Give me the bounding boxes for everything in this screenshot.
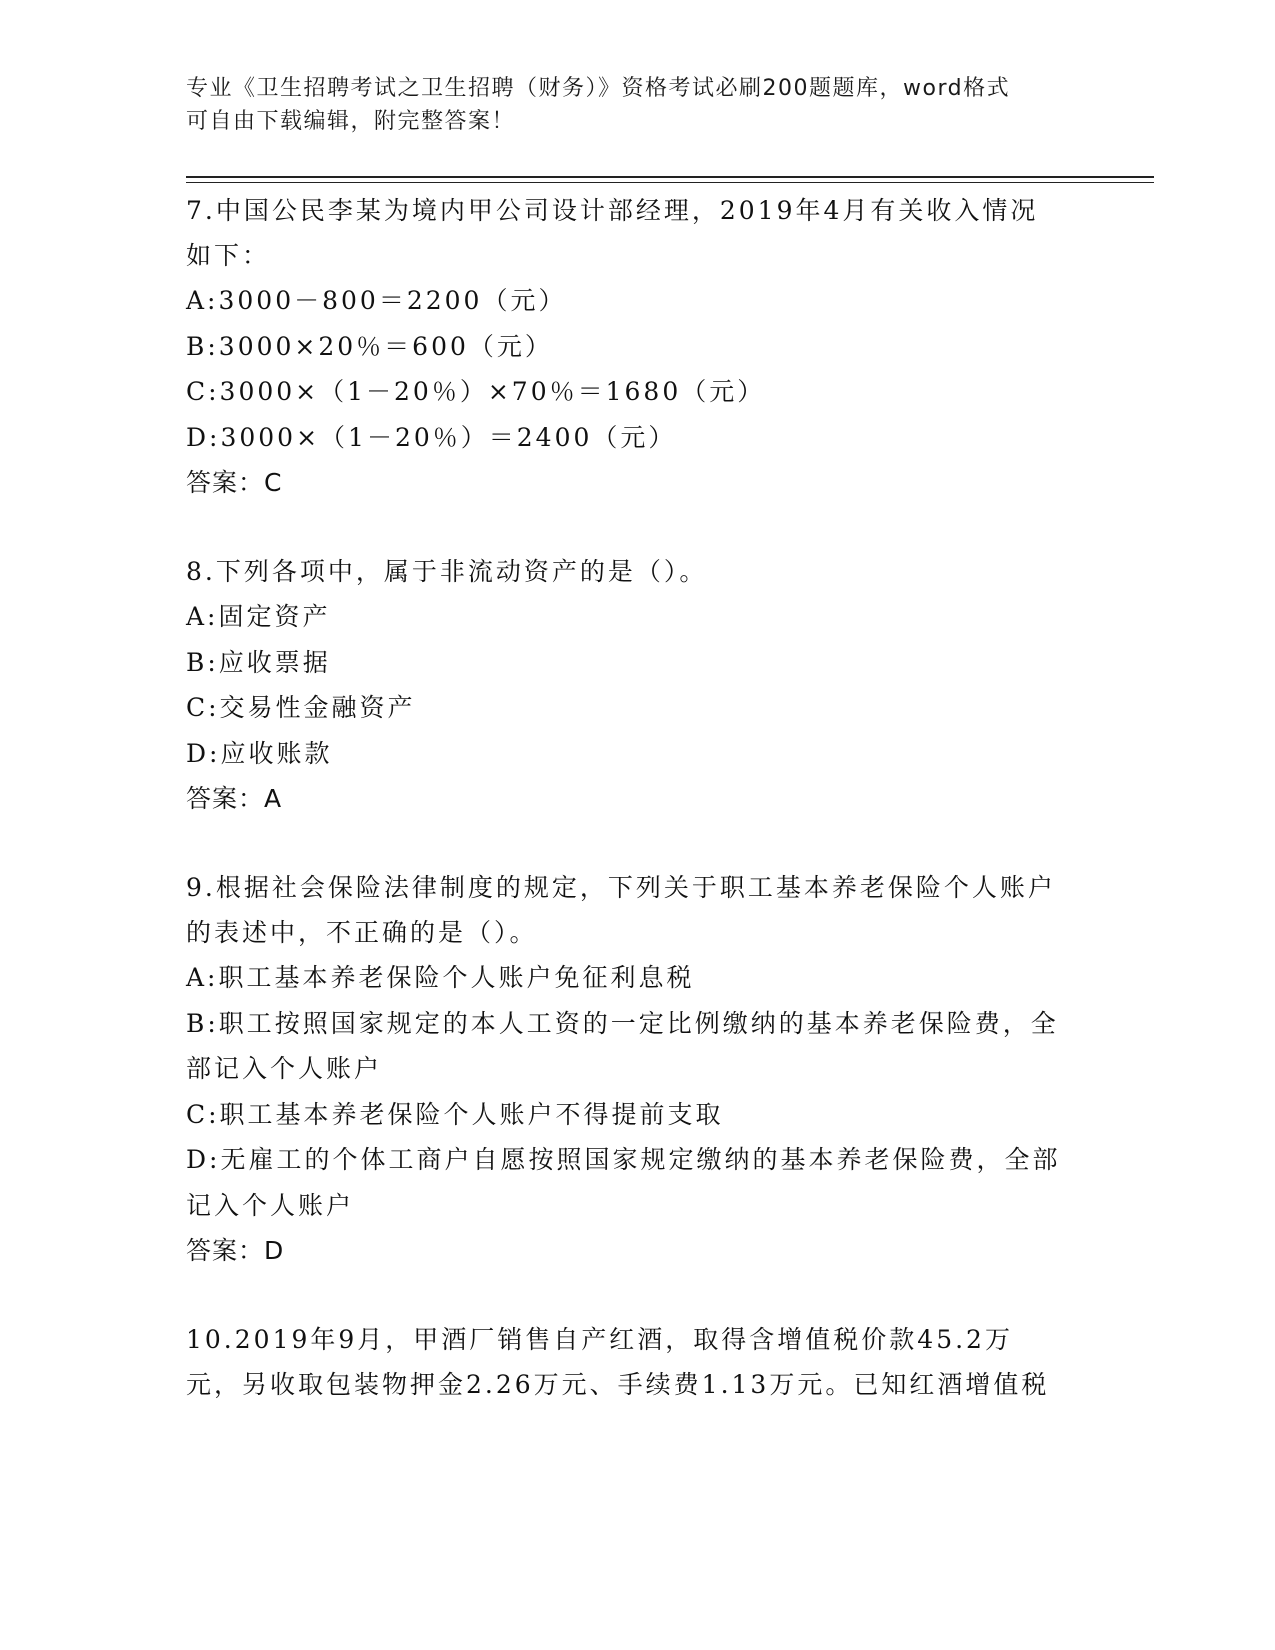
answer-line: 答案：D [186, 1236, 285, 1265]
question-stem: 10.2019年9月，甲酒厂销售自产红酒，取得含增值税价款45.2万元，另收取包装物押金2.26万元、手续费1.13万元。已知红酒增值税 [186, 1325, 1050, 1399]
question-stem: 8.下列各项中，属于非流动资产的是（）。 [186, 557, 708, 586]
header-divider-thick [186, 176, 1154, 178]
option-c: C:职工基本养老保险个人账户不得提前支取 [186, 1099, 724, 1129]
option-d: D:应收账款 [186, 738, 333, 768]
option-b: B:3000×20％＝600（元） [186, 331, 553, 361]
option-a: A:3000－800＝2200（元） [186, 286, 567, 315]
option-a: A:固定资产 [186, 602, 331, 631]
question-7 [186, 188, 1066, 505]
question-stem: 9.根据社会保险法律制度的规定，下列关于职工基本养老保险个人账户的表述中，不正确的是（）。 [186, 873, 1056, 947]
header-divider-thin [186, 182, 1154, 183]
header-line-2: 可自由下载编辑，附完整答案！ [186, 109, 516, 134]
question-stem: 7.中国公民李某为境内甲公司设计部经理，2019年4月有关收入情况如下： [186, 196, 1039, 270]
option-c: C:3000×（1－20％）×70％＝1680（元） [186, 377, 766, 406]
question-9 [186, 865, 1066, 1273]
answer-line: 答案：A [186, 784, 283, 813]
document-header [186, 72, 1066, 138]
option-a: A:职工基本养老保险个人账户免征利息税 [186, 963, 695, 992]
answer-line: 答案：C [186, 468, 283, 497]
option-b: B:应收票据 [186, 647, 331, 677]
header-line-1: 专业《卫生招聘考试之卫生招聘（财务）》资格考试必刷200题题库，word格式 [186, 76, 1011, 101]
question-list [186, 188, 1066, 1451]
option-d: D:无雇工的个体工商户自愿按照国家规定缴纳的基本养老保险费，全部记入个人账户 [186, 1145, 1061, 1220]
option-b: B:职工按照国家规定的本人工资的一定比例缴纳的基本养老保险费，全部记入个人账户 [186, 1008, 1059, 1083]
option-c: C:交易性金融资产 [186, 693, 416, 722]
question-10 [186, 1317, 1066, 1407]
option-d: D:3000×（1－20％）＝2400（元） [186, 422, 677, 452]
question-8 [186, 549, 1066, 821]
